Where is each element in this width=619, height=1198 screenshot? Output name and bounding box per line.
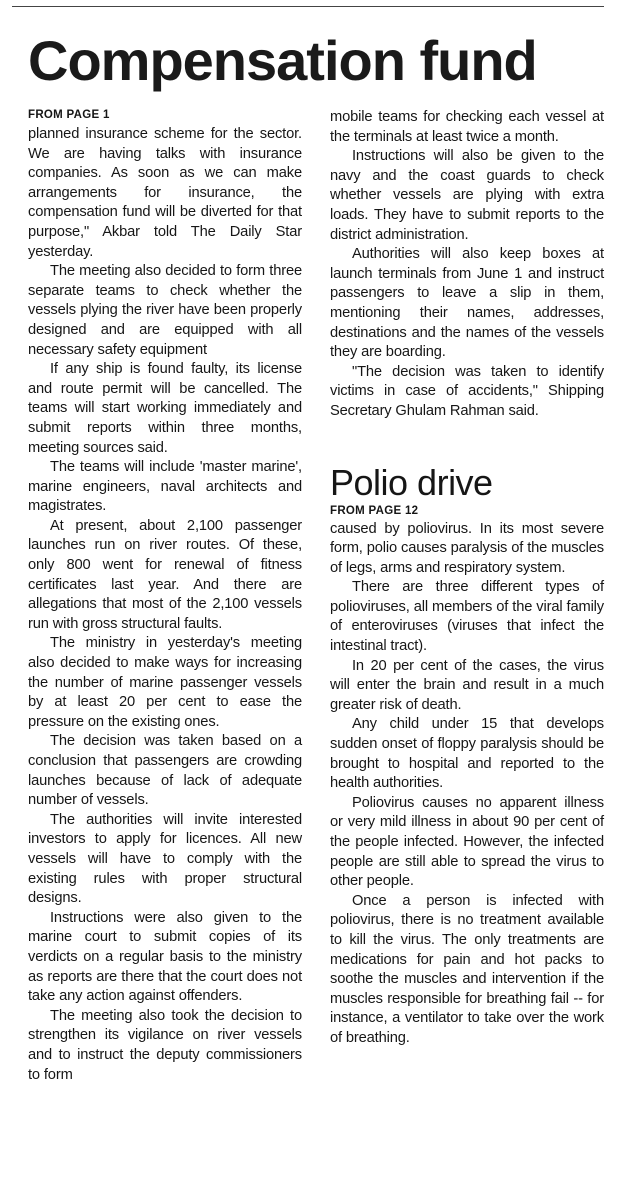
paragraph: Once a person is infected with poliovirus, there is no treatment available to kill the virus. The only treatments are medications for pain and hot packs to soothe the muscles and intervention if the muscles responsible for breathing fail -- for instance, a ventilator to take over the work of breathing. [330, 892, 604, 1046]
paragraph: planned insurance scheme for the sector. We are having talks with insurance companies. As soon as we can make arrangements for insurance, the compensation fund will be diverted for that purpose," Akbar told The Daily Star yesterday. [28, 126, 302, 260]
paragraph: Authorities will also keep boxes at launch terminals from June 1 and instruct passengers to leave a slip in them, mentioning their names, addresses, destinations and the names of the vessels they are boarding. [330, 246, 604, 361]
paragraph: caused by poliovirus. In its most severe form, polio causes paralysis of the muscles of legs, arms and respiratory system. [330, 520, 604, 576]
paragraph: The meeting also took the decision to strengthen its vigilance on river vessels and to instruct the deputy commissioners to form [28, 1007, 302, 1083]
paragraph: There are three different types of polioviruses, all members of the viral family of enteroviruses (viruses that infect the intestinal tract). [330, 579, 604, 655]
paragraph: Any child under 15 that develops sudden onset of floppy paralysis should be brought to hospital and reported to the health authorities. [330, 716, 604, 792]
paragraph: The ministry in yesterday's meeting also decided to make ways for increasing the number of marine passenger vessels by at least 20 per cent to ease the pressure on the existing ones. [28, 635, 302, 730]
paragraph: At present, about 2,100 passenger launches run on river routes. Of these, only 800 went for renewal of fitness certificates last year. And there are allegations that most of the 2,100 vessels run with gross structural faults. [28, 517, 302, 632]
article-column-1 [28, 108, 302, 1085]
paragraph: The meeting also decided to form three separate teams to check whether the vessels plying the river have been properly designed and are equipped with all necessary safety equipment [28, 263, 302, 358]
polio-drive-headline: Polio drive [330, 461, 493, 503]
paragraph: If any ship is found faulty, its license and route permit will be cancelled. The teams will start working immediately and submit reports within three months, meeting sources said. [28, 361, 302, 456]
paragraph: Instructions will also be given to the navy and the coast guards to check whether vessels are plying with extra loads. They have to submit reports to the district administration. [330, 148, 604, 243]
from-page-label: FROM PAGE 1 [28, 109, 110, 121]
paragraph: "The decision was taken to identify victims in case of accidents," Shipping Secretary Ghulam Rahman said. [330, 363, 604, 419]
paragraph: Instructions were also given to the marine court to submit copies of its verdicts on a regular basis to the ministry as reports are there that the court does not take any action against offenders. [28, 909, 302, 1005]
paragraph: The teams will include 'master marine', marine engineers, naval architects and magistrates. [28, 459, 302, 515]
headline: Compensation fund [28, 29, 537, 92]
from-page-label: FROM PAGE 12 [330, 504, 419, 517]
top-rule [12, 6, 604, 7]
paragraph: In 20 per cent of the cases, the virus will enter the brain and result in a much greater risk of death. [330, 657, 604, 713]
paragraph: mobile teams for checking each vessel at the terminals at least twice a month. [330, 109, 604, 145]
article-column-2 [330, 108, 604, 1049]
paragraph: Poliovirus causes no apparent illness or very mild illness in about 90 per cent of the people infected. However, the infected people are still able to spread the virus to other people. [330, 794, 604, 890]
paragraph: The authorities will invite interested investors to apply for licences. All new vessels will have to comply with the existing rules with proper structural designs. [28, 811, 302, 907]
paragraph: The decision was taken based on a conclusion that passengers are crowding launches because of lack of adequate number of vessels. [28, 733, 302, 809]
